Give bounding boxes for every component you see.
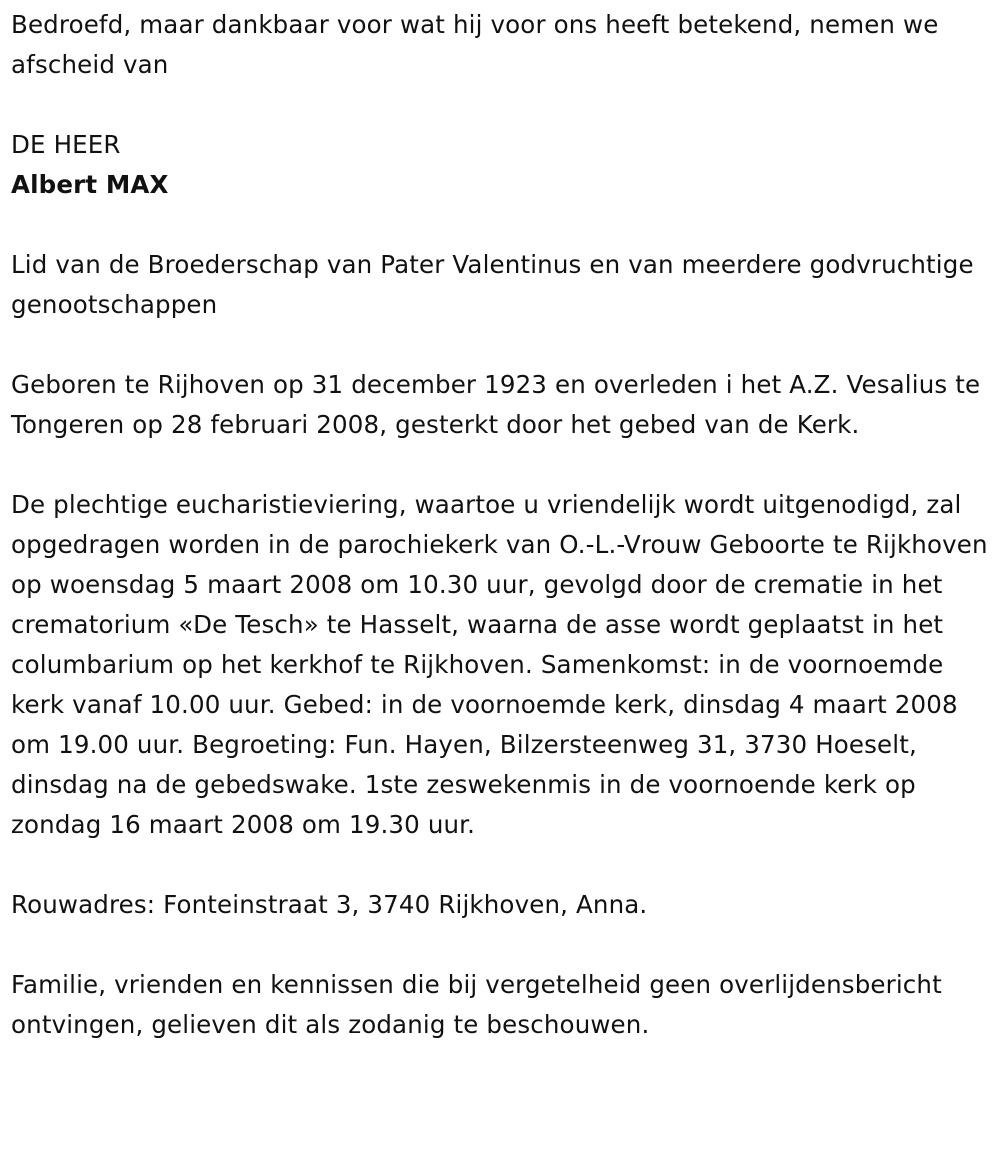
honorific: DE HEER [11,130,121,159]
spacer [11,845,991,885]
spacer [11,445,991,485]
spacer [11,205,991,245]
death-notice [11,5,991,1045]
mourning-address: Rouwadres: Fonteinstraat 3, 3740 Rijkhoven, Anna. [11,890,648,919]
ceremony-paragraph: De plechtige eucharistieviering, waartoe u vriendelijk wordt uitgenodigd, zal opgedragen worden in de parochiekerk van O.-L.-Vrouw Geboorte te Rijkhoven op woensdag 5 maart 2008 om 10.30 uur, gevolgd door de crematie in het crematorium «De Tesch» te Hasselt, waarna de asse wordt geplaatst in het columbarium op het kerkhof te Rijkhoven. Samenkomst: in de voornoemde kerk vanaf 10.00 uur. Gebed: in de voornoemde kerk, dinsdag 4 maart 2008 om 19.00 uur. Begroeting: Fun. Hayen, Bilzersteenweg 31, 3730 Hoeselt, dinsdag na de gebedswake. 1ste zeswekenmis in de voornoende kerk op zondag 16 maart 2008 om 19.30 uur. [11,490,988,839]
birth-death-paragraph: Geboren te Rijhoven op 31 december 1923 en overleden i het A.Z. Vesalius te Tongeren op 28 februari 2008, gesterkt door het gebed van de Kerk. [11,370,981,439]
spacer [11,325,991,365]
spacer [11,85,991,125]
membership-paragraph: Lid van de Broederschap van Pater Valentinus en van meerdere godvruchtige genootschappen [11,250,974,319]
spacer [11,925,991,965]
deceased-name: Albert MAX [11,170,169,199]
closing-paragraph: Familie, vrienden en kennissen die bij vergetelheid geen overlijdensbericht ontvingen, gelieven dit als zodanig te beschouwen. [11,970,942,1039]
intro-paragraph: Bedroefd, maar dankbaar voor wat hij voor ons heeft betekend, nemen we afscheid van [11,10,939,79]
